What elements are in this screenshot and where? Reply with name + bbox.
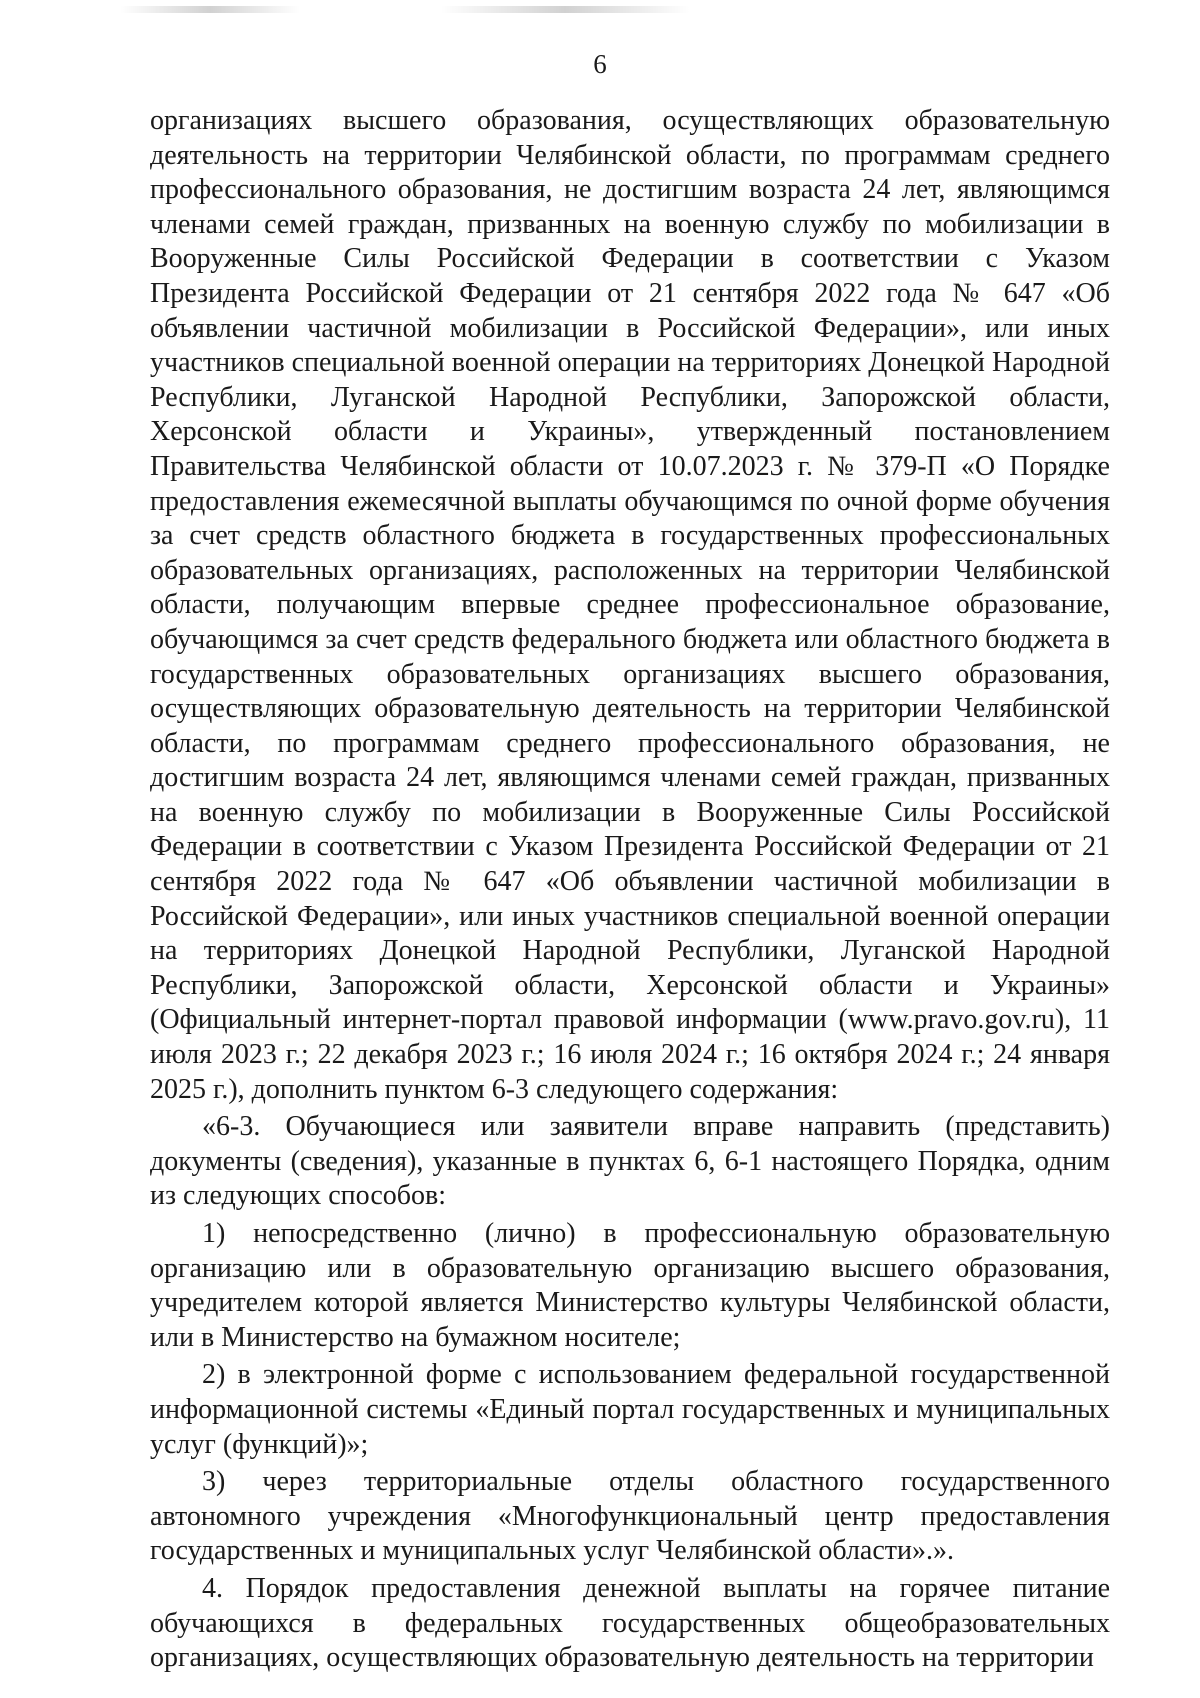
scan-artifact — [440, 6, 690, 13]
scan-artifact — [120, 6, 300, 13]
paragraph-continuation: организациях высшего образования, осуществляющих образовательную деятельность на территории Челябинской области, по программам среднего профессионального образования, не достигшим возраста 24 лет, являющимся членами семей граждан, призванных на военную службу по мобилизации в Вооруженные Силы Российской Федерации в соответствии с Указом Президента Российской Федерации от 21 сентября 2022 года № 647 «Об объявлении частичной мобилизации в Российской Федерации», или иных участников специальной военной операции на территориях Донецкой Народной Республики, Луганской Народной Республики, Запорожской области, Херсонской области и Украины», утвержденный постановлением Правительства Челябинской области от 10.07.2023 г. № 379-П «О Порядке предоставления ежемесячной выплаты обучающимся по очной форме обучения за счет средств областного бюджета в государственных профессиональных образовательных организациях, расположенных на территории Челябинской области, получающим впервые среднее профессиональное образование, обучающимся за счет средств федерального бюджета или областного бюджета в государственных образовательных организациях высшего образования, осуществляющих образовательную деятельность на территории Челябинской области, по программам среднего профессионального образования, не достигшим возраста 24 лет, являющимся членами семей граждан, призванных на военную службу по мобилизации в Вооруженные Силы Российской Федерации в соответствии с Указом Президента Российской Федерации от 21 сентября 2022 года № 647 «Об объявлении частичной мобилизации в Российской Федерации», или иных участников специальной военной операции на территориях Донецкой Народной Республики, Луганской Народной Республики, Запорожской области, Херсонской области и Украины» (Официальный интернет-портал правовой информации (www.pravo.gov.ru), 11 июля 2023 г.; 22 декабря 2023 г.; 16 июля 2024 г.; 16 октября 2024 г.; 24 января 2025 г.), дополнить пунктом 6-3 следующего содержания: — [150, 105, 1110, 1105]
page-number: 6 — [593, 49, 607, 79]
list-item-2: 2) в электронной форме с использованием федеральной государственной информационной системы «Единый портал государственных и муниципальных услуг (функций)»; — [150, 1359, 1110, 1460]
list-item-1: 1) непосредственно (лично) в профессиональную образовательную организацию или в образовательную организацию высшего образования, учредителем которой является Министерство культуры Челябинской области, или в Министерство на бумажном носителе; — [150, 1218, 1110, 1353]
list-item-3: 3) через территориальные отделы областного государственного автономного учреждения «Многофункциональный центр предоставления государственных и муниципальных услуг Челябинской области».». — [150, 1466, 1110, 1567]
paragraph-4: 4. Порядок предоставления денежной выплаты на горячее питание обучающихся в федеральных государственных общеобразовательных организациях, осуществляющих образовательную деятельность на территории — [150, 1572, 1110, 1674]
document-body — [150, 104, 1110, 1676]
paragraph-6-3: «6-3. Обучающиеся или заявители вправе направить (представить) документы (сведения), указанные в пунктах 6, 6-1 настоящего Порядка, одним из следующих способов: — [150, 1111, 1110, 1212]
